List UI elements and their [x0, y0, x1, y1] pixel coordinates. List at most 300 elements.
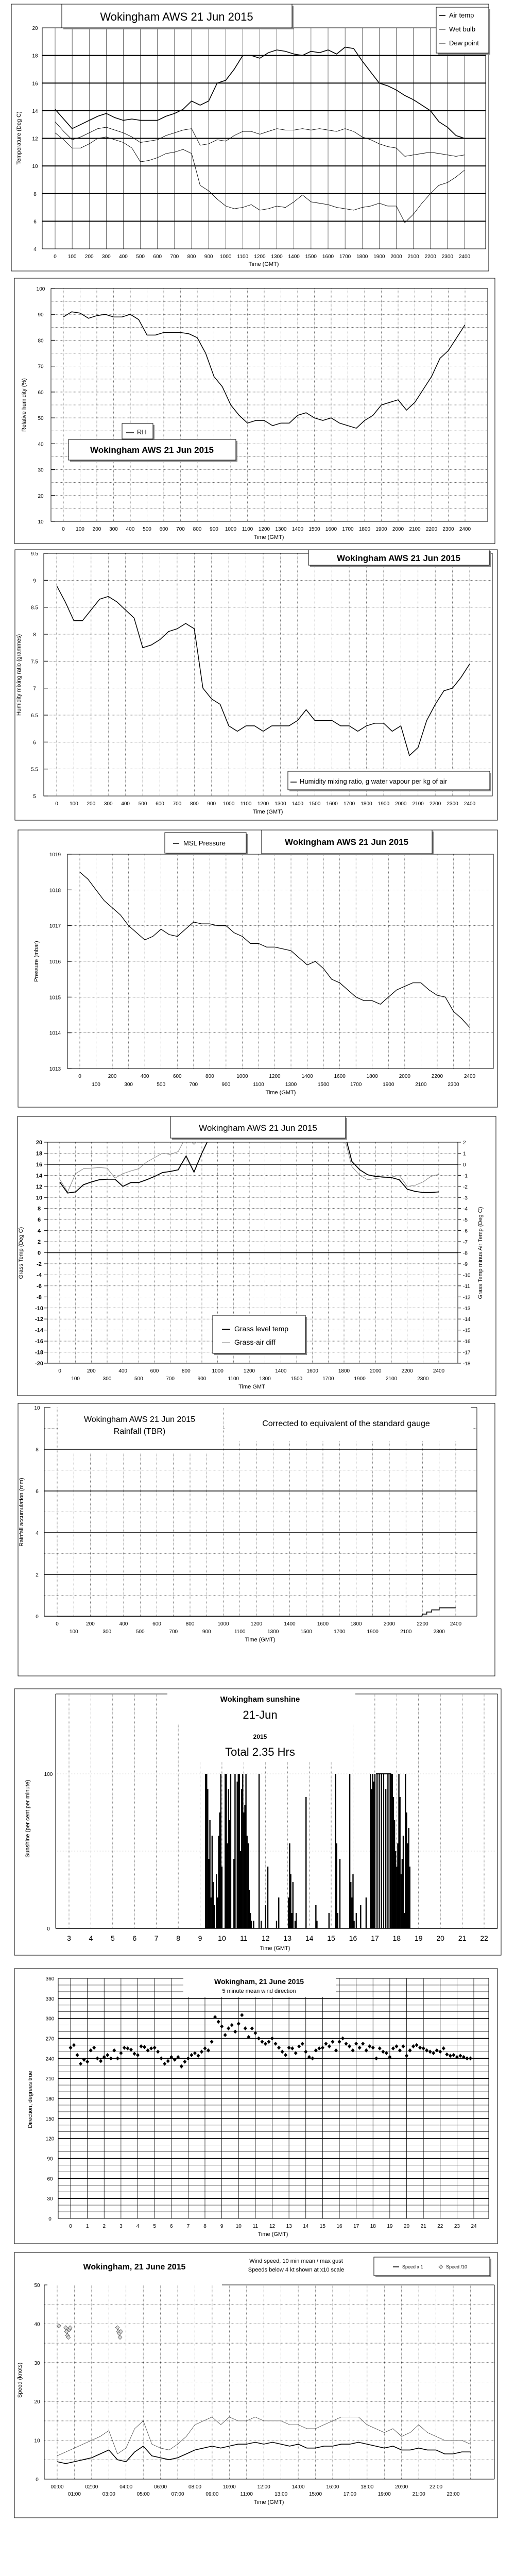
chart-year: 2015 [253, 1733, 267, 1740]
y-tick-label: 0 [48, 2216, 52, 2222]
sunshine-bar [396, 1867, 397, 1928]
y2-tick-label: -2 [463, 1184, 468, 1190]
x-tick-label: 14 [305, 1934, 314, 1942]
x-tick-label: 200 [87, 1368, 96, 1374]
x-tick-label: 0 [55, 801, 58, 807]
chart-grass [18, 1116, 496, 1396]
x-tick-label: 0 [78, 1074, 81, 1079]
sunshine-bar [267, 1867, 268, 1928]
y2-tick-label: -6 [463, 1228, 468, 1234]
y-tick-label: 10 [34, 1405, 40, 1411]
x-tick-label: 7 [186, 2224, 190, 2229]
sunshine-bar [278, 1897, 279, 1928]
x-tick-label: 2100 [415, 1082, 427, 1088]
x-tick-label: 1400 [288, 254, 300, 260]
chart-title: Wokingham AWS 21 Jun 2015 [199, 1123, 317, 1133]
x-tick-label: 2400 [464, 801, 476, 807]
x-tick-label: 1200 [257, 801, 269, 807]
sunshine-bar [250, 1913, 251, 1928]
sunshine-bar [245, 1774, 246, 1928]
x-tick-label: 19 [387, 2224, 393, 2229]
x-tick-label: 1800 [338, 1368, 350, 1374]
y-tick-label: 14 [36, 1173, 43, 1179]
y-tick-label: 8 [37, 1206, 41, 1212]
y-tick-label: 6 [33, 219, 37, 225]
y2-tick-label: -7 [463, 1240, 468, 1246]
x-tick-label: 1700 [339, 254, 351, 260]
sunshine-bar [205, 1774, 206, 1928]
sunshine-bar [350, 1882, 351, 1928]
sunshine-bar [376, 1774, 377, 1928]
axis-label-y: Speed (knots) [17, 2362, 23, 2398]
x-tick-label: 1000 [217, 1621, 229, 1627]
axis-label-x: Time (GMT) [248, 261, 279, 267]
x-tick-label: 15 [327, 1934, 335, 1942]
legend-label: Wet bulb [449, 25, 476, 33]
sunshine-bar [305, 1797, 306, 1928]
sunshine-bar [356, 1913, 357, 1928]
x-tick-label: 08:00 [188, 2484, 201, 2490]
sunshine-bar [392, 1774, 393, 1928]
x-tick-label: 2400 [450, 1621, 462, 1627]
x-tick-label: 4 [136, 2224, 140, 2229]
x-tick-label: 700 [189, 1082, 198, 1088]
x-tick-label: 200 [92, 527, 101, 532]
y-tick-label: 150 [45, 2116, 55, 2122]
sunshine-bar [370, 1774, 371, 1928]
axis-label-x: Time (GMT) [253, 534, 284, 540]
x-tick-label: 18:00 [360, 2484, 374, 2490]
axis-label-y: Humidity mixing ratio (grammes) [16, 634, 22, 716]
x-tick-label: 22:00 [430, 2484, 443, 2490]
x-tick-label: 2000 [370, 1368, 382, 1374]
x-tick-label: 1800 [356, 254, 368, 260]
x-tick-label: 7 [154, 1934, 159, 1942]
chart-subtitle: 5 minute mean wind direction [222, 1988, 296, 1994]
chart-mixing-ratio [15, 550, 497, 820]
x-tick-label: 900 [197, 1376, 207, 1382]
sunshine-bar [339, 1859, 340, 1928]
x-tick-label: 11 [252, 2224, 259, 2229]
x-tick-label: 2000 [392, 527, 404, 532]
sunshine-bar [395, 1851, 396, 1928]
x-tick-label: 10 [218, 1934, 226, 1942]
y-tick-label: 30 [47, 2196, 53, 2202]
y-tick-label: 40 [38, 442, 44, 448]
x-tick-label: 1400 [291, 801, 303, 807]
x-tick-label: 2100 [400, 1629, 412, 1635]
y-tick-label: 80 [38, 338, 44, 344]
sunshine-bar [226, 1774, 227, 1928]
x-tick-label: 07:00 [171, 2492, 184, 2497]
y-tick-label: 0 [37, 1250, 41, 1257]
sunshine-bar [236, 1782, 237, 1928]
chart-subtitle: Rainfall (TBR) [113, 1427, 166, 1436]
x-tick-label: 15 [319, 2224, 325, 2229]
sunshine-bar [349, 1774, 350, 1928]
sunshine-bar [206, 1774, 207, 1928]
y-tick-label: 8 [33, 632, 36, 638]
x-tick-label: 2000 [390, 254, 402, 260]
x-tick-label: 2200 [417, 1621, 428, 1627]
y-tick-label: 16 [36, 1161, 43, 1168]
x-tick-label: 9 [220, 2224, 224, 2229]
x-tick-label: 09:00 [205, 2492, 219, 2497]
chart-wind-speed [14, 2252, 497, 2518]
chart-title: Wokingham AWS 21 Jun 2015 [285, 837, 408, 847]
x-tick-label: 23 [454, 2224, 460, 2229]
chart-title: Wokingham sunshine [220, 1695, 300, 1704]
x-tick-label: 500 [136, 254, 145, 260]
x-tick-label: 1400 [301, 1074, 313, 1079]
x-tick-label: 1000 [225, 527, 237, 532]
sunshine-bar [391, 1774, 392, 1928]
chart-title: Wokingham AWS 21 Jun 2015 [83, 1415, 196, 1424]
sunshine-bar [249, 1890, 250, 1928]
x-tick-label: 13 [286, 2224, 292, 2229]
sunshine-bar [366, 1897, 367, 1928]
x-tick-label: 1300 [274, 801, 286, 807]
y-tick-label: -4 [37, 1272, 42, 1279]
x-tick-label: 400 [119, 254, 128, 260]
y-tick-label: 0 [47, 1926, 50, 1932]
x-tick-label: 500 [143, 527, 151, 532]
y-tick-label: 16 [32, 81, 38, 87]
y2-tick-label: -13 [463, 1306, 471, 1312]
y-tick-label: 1017 [49, 923, 61, 929]
y2-tick-label: -5 [463, 1217, 468, 1224]
chart-temperature [11, 4, 490, 271]
x-tick-label: 2400 [459, 527, 471, 532]
y-tick-label: 1019 [49, 852, 61, 858]
x-tick-label: 1500 [290, 1376, 303, 1382]
x-tick-label: 1700 [322, 1376, 334, 1382]
y-tick-label: 60 [47, 2176, 53, 2182]
sunshine-bar [409, 1867, 410, 1928]
chart-title: Wokingham AWS 21 Jun 2015 [337, 553, 460, 563]
y-tick-label: 10 [36, 1195, 43, 1201]
sunshine-bar [208, 1859, 209, 1928]
x-tick-label: 700 [166, 1376, 175, 1382]
y-tick-label: 2 [36, 1572, 39, 1578]
chart-wind-direction [14, 1969, 497, 2244]
sunshine-bar [315, 1905, 316, 1928]
chart-subtitle: Speeds below 4 kt shown at x10 scale [248, 2267, 345, 2273]
sunshine-bar [385, 1789, 386, 1928]
x-tick-label: 900 [204, 254, 213, 260]
y2-tick-label: -16 [463, 1339, 471, 1345]
x-tick-label: 2200 [431, 1074, 443, 1079]
x-tick-label: 1800 [358, 527, 371, 532]
y-tick-label: 6 [37, 1217, 41, 1224]
x-tick-label: 12 [262, 1934, 270, 1942]
x-tick-label: 1400 [291, 527, 304, 532]
x-tick-label: 1 [85, 2224, 89, 2229]
y-tick-label: 50 [34, 2283, 40, 2289]
x-tick-label: 18 [370, 2224, 376, 2229]
sunshine-bar [407, 1843, 408, 1928]
chart-pressure [18, 830, 497, 1107]
x-tick-label: 2200 [425, 527, 438, 532]
sunshine-bar [228, 1789, 229, 1928]
x-tick-label: 900 [221, 1082, 231, 1088]
x-tick-label: 800 [205, 1074, 214, 1079]
x-tick-label: 400 [126, 527, 135, 532]
x-tick-label: 1900 [373, 254, 385, 260]
x-tick-label: 900 [207, 801, 216, 807]
sunshine-bar [381, 1774, 382, 1928]
x-tick-label: 700 [176, 527, 185, 532]
chart-frame [14, 1969, 497, 2244]
x-tick-label: 2300 [447, 801, 458, 807]
sunshine-bar [296, 1913, 297, 1928]
y-tick-label: 50 [38, 416, 44, 422]
sunshine-bar [293, 1882, 294, 1928]
y-tick-label: 270 [45, 2036, 55, 2042]
x-tick-label: 1600 [325, 527, 337, 532]
axis-label-x: Time GMT [238, 1384, 265, 1390]
sunshine-bar [221, 1867, 222, 1928]
x-tick-label: 10:00 [222, 2484, 236, 2490]
x-tick-label: 05:00 [136, 2492, 150, 2497]
y-tick-label: 9.5 [31, 551, 38, 557]
x-tick-label: 500 [134, 1376, 143, 1382]
y-tick-label: 10 [32, 164, 38, 170]
x-tick-label: 1100 [242, 527, 253, 532]
y-tick-label: 10 [38, 519, 44, 525]
x-tick-label: 2000 [383, 1621, 396, 1627]
x-tick-label: 6 [132, 1934, 137, 1942]
chart-title: Wokingham AWS 21 Jun 2015 [100, 10, 253, 23]
y-tick-label: 18 [32, 53, 38, 59]
x-tick-label: 1200 [269, 1074, 281, 1079]
y2-tick-label: -3 [463, 1195, 468, 1201]
x-tick-label: 24 [471, 2224, 477, 2229]
x-tick-label: 04:00 [119, 2484, 133, 2490]
y-tick-label: 5.5 [31, 767, 38, 773]
x-tick-label: 2300 [442, 527, 454, 532]
x-tick-label: 300 [102, 1629, 112, 1635]
x-tick-label: 2000 [395, 801, 407, 807]
chart-title: Wokingham AWS 21 Jun 2015 [90, 445, 214, 455]
sunshine-bar [387, 1774, 388, 1928]
y2-tick-label: 2 [463, 1140, 466, 1146]
sunshine-bar [212, 1836, 213, 1928]
axis-label-x: Time (GMT) [245, 1637, 276, 1643]
x-tick-label: 03:00 [102, 2492, 115, 2497]
sunshine-bar [248, 1843, 249, 1928]
sunshine-bar [397, 1843, 398, 1928]
y-tick-label: -20 [35, 1361, 43, 1367]
x-tick-label: 500 [135, 1629, 145, 1635]
x-tick-label: 800 [190, 801, 199, 807]
x-tick-label: 12:00 [257, 2484, 270, 2490]
x-tick-label: 1500 [309, 801, 321, 807]
x-tick-label: 5 [153, 2224, 156, 2229]
x-tick-label: 1100 [234, 1629, 246, 1635]
x-tick-label: 800 [185, 1621, 195, 1627]
x-tick-label: 2100 [412, 801, 424, 807]
x-tick-label: 1900 [367, 1629, 379, 1635]
sunshine-bar [230, 1774, 231, 1928]
x-tick-label: 12 [269, 2224, 276, 2229]
y-tick-label: 240 [45, 2056, 55, 2062]
x-tick-label: 14:00 [291, 2484, 305, 2490]
chart-subtitle: Wind speed, 10 min mean / max gust [249, 2258, 343, 2264]
y-tick-label: 1018 [49, 888, 61, 894]
sunshine-bar [243, 1812, 244, 1928]
x-tick-label: 2300 [417, 1376, 429, 1382]
x-tick-label: 20:00 [395, 2484, 408, 2490]
legend-box [213, 1315, 305, 1353]
x-tick-label: 0 [54, 254, 57, 260]
y-tick-label: -14 [35, 1327, 43, 1334]
y-tick-label: 70 [38, 364, 44, 370]
sunshine-bar [372, 1774, 373, 1928]
y-tick-label: 4 [37, 1228, 41, 1234]
sunshine-bar [238, 1774, 239, 1928]
y-tick-label: 1016 [49, 959, 61, 965]
x-tick-label: 1400 [284, 1621, 296, 1627]
x-tick-label: 4 [89, 1934, 93, 1942]
x-tick-label: 2100 [409, 527, 421, 532]
y-tick-label: 0 [36, 2477, 39, 2483]
x-tick-label: 3 [67, 1934, 71, 1942]
x-tick-label: 200 [86, 1621, 95, 1627]
y-tick-label: -16 [35, 1338, 43, 1345]
y-tick-label: 330 [45, 1996, 55, 2002]
y-tick-label: -12 [35, 1316, 43, 1323]
x-tick-label: 1700 [350, 1082, 362, 1088]
legend-label: Air temp [449, 11, 474, 19]
y-tick-label: 1015 [49, 995, 61, 1001]
y-tick-label: 6.5 [31, 713, 38, 719]
x-tick-label: 1300 [285, 1082, 297, 1088]
x-tick-label: 1200 [258, 527, 270, 532]
y-tick-label: 8 [36, 1447, 39, 1453]
chart-annotation: Corrected to equivalent of the standard gauge [262, 1419, 430, 1428]
y-tick-label: 7 [33, 686, 36, 692]
sunshine-bar [251, 1921, 252, 1928]
x-tick-label: 600 [159, 527, 168, 532]
x-tick-label: 10 [235, 2224, 242, 2229]
x-tick-label: 20 [403, 2224, 410, 2229]
x-tick-label: 1100 [240, 801, 252, 807]
y-tick-label: 30 [34, 2360, 40, 2366]
x-tick-label: 2400 [433, 1368, 445, 1374]
chart-humidity [14, 278, 495, 544]
y-tick-label: 20 [38, 493, 44, 499]
sunshine-bar [394, 1820, 395, 1928]
chart-frame [18, 830, 497, 1107]
sunshine-bar [290, 1874, 291, 1928]
y-tick-label: 100 [44, 1772, 53, 1777]
sunshine-bar [360, 1905, 361, 1928]
x-tick-label: 2300 [433, 1629, 445, 1635]
x-tick-label: 2300 [441, 254, 453, 260]
sunshine-bar [383, 1774, 384, 1928]
y-tick-label: 4 [33, 247, 37, 252]
x-tick-label: 2000 [399, 1074, 410, 1079]
x-tick-label: 18 [392, 1934, 401, 1942]
x-tick-label: 1000 [236, 1074, 248, 1079]
chart-rainfall [18, 1403, 495, 1676]
y2-tick-label: -4 [463, 1206, 468, 1212]
sunshine-bar [379, 1774, 380, 1928]
sunshine-bar [316, 1921, 317, 1928]
axis-label-y: Grass Temp minus Air Temp (Deg C) [477, 1207, 484, 1299]
x-tick-label: 300 [109, 527, 118, 532]
legend-label: Speed /10 [446, 2264, 468, 2269]
x-tick-label: 1400 [275, 1368, 287, 1374]
x-tick-label: 2 [102, 2224, 106, 2229]
x-tick-label: 1900 [383, 1082, 394, 1088]
x-tick-label: 23:00 [447, 2492, 460, 2497]
sunshine-bar [389, 1774, 390, 1928]
x-tick-label: 300 [102, 254, 111, 260]
sunshine-bar [288, 1897, 289, 1928]
x-tick-label: 1600 [334, 1074, 346, 1079]
y-tick-label: 40 [34, 2321, 40, 2328]
axis-label-y: Sunshine (per cent per minute) [25, 1780, 31, 1858]
x-tick-label: 20 [436, 1934, 444, 1942]
x-tick-label: 22 [437, 2224, 443, 2229]
y-tick-label: 4 [36, 1531, 39, 1536]
x-tick-label: 00:00 [50, 2484, 64, 2490]
sunshine-bar [376, 1773, 391, 1774]
x-tick-label: 400 [121, 801, 130, 807]
x-tick-label: 1200 [250, 1621, 263, 1627]
sunshine-bar [393, 1797, 394, 1928]
x-tick-label: 19 [414, 1934, 423, 1942]
sunshine-bar [373, 1782, 374, 1928]
sunshine-bar [240, 1851, 241, 1928]
chart-frame [14, 2252, 497, 2518]
y-tick-label: 180 [45, 2096, 55, 2102]
x-tick-label: 0 [58, 1368, 61, 1374]
chart-frame [14, 1689, 501, 1955]
y-tick-label: 60 [38, 389, 44, 396]
x-tick-label: 1100 [237, 254, 249, 260]
x-tick-label: 17 [371, 1934, 379, 1942]
x-tick-label: 1100 [253, 1082, 264, 1088]
x-tick-label: 100 [67, 254, 77, 260]
y2-tick-label: -15 [463, 1328, 471, 1334]
sunshine-bar [227, 1843, 228, 1928]
axis-label-y: Direction, degrees true [27, 2071, 33, 2128]
y-tick-label: 2 [37, 1239, 41, 1246]
x-tick-label: 16:00 [326, 2484, 339, 2490]
x-tick-label: 0 [56, 1621, 59, 1627]
y-tick-label: 5 [33, 794, 36, 800]
sunshine-bar [213, 1882, 214, 1928]
x-tick-label: 100 [69, 1629, 78, 1635]
x-tick-label: 600 [152, 1621, 161, 1627]
sunshine-bar [214, 1905, 215, 1928]
axis-label-y: Grass Temp (Deg C) [18, 1227, 24, 1279]
x-tick-label: 400 [119, 1621, 128, 1627]
x-tick-label: 200 [108, 1074, 117, 1079]
x-tick-label: 1800 [360, 801, 372, 807]
x-tick-label: 700 [169, 1629, 178, 1635]
y-tick-label: 6 [36, 1489, 39, 1495]
x-tick-label: 200 [87, 801, 96, 807]
y-tick-label: 6 [33, 740, 36, 746]
x-tick-label: 1700 [342, 527, 354, 532]
sunshine-bar [242, 1774, 243, 1928]
y2-tick-label: -12 [463, 1295, 471, 1301]
x-tick-label: 22 [480, 1934, 488, 1942]
